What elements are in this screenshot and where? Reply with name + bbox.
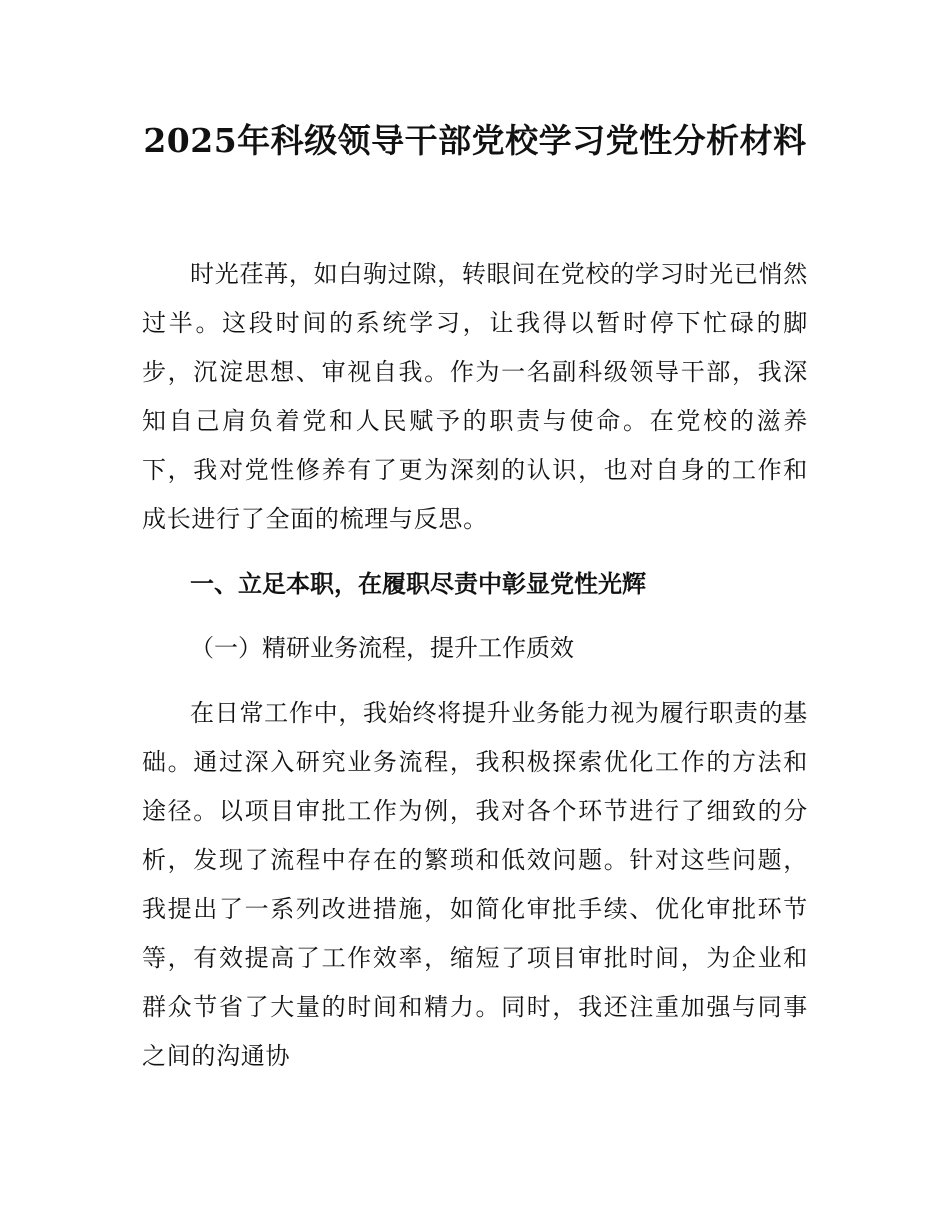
document-title: 2025年科级领导干部党校学习党性分析材料 — [143, 121, 807, 160]
document-body — [142, 250, 808, 1081]
intro-paragraph: 时光荏苒，如白驹过隙，转眼间在党校的学习时光已悄然过半。这段时间的系统学习，让我得以暂时停下忙碌的脚步，沉淀思想、审视自我。作为一名副科级领导干部，我深知自己肩负着党和人民赋予的职责与使命。在党校的滋养下，我对党性修养有了更为深刻的认识，也对自身的工作和成长进行了全面的梳理与反思。 — [142, 260, 808, 533]
body-paragraph: 在日常工作中，我始终将提升业务能力视为履行职责的基础。通过深入研究业务流程，我积极探索优化工作的方法和途径。以项目审批工作为例，我对各个环节进行了细致的分析，发现了流程中存在的繁琐和低效问题。针对这些问题，我提出了一系列改进措施，如简化审批手续、优化审批环节等，有效提高了工作效率，缩短了项目审批时间，为企业和群众节省了大量的时间和精力。同时，我还注重加强与同事之间的沟通协 — [142, 699, 808, 1070]
subsection-heading: （一）精研业务流程，提升工作质效 — [190, 634, 574, 662]
section-heading: 一、立足本职，在履职尽责中彰显党性光辉 — [190, 570, 646, 598]
